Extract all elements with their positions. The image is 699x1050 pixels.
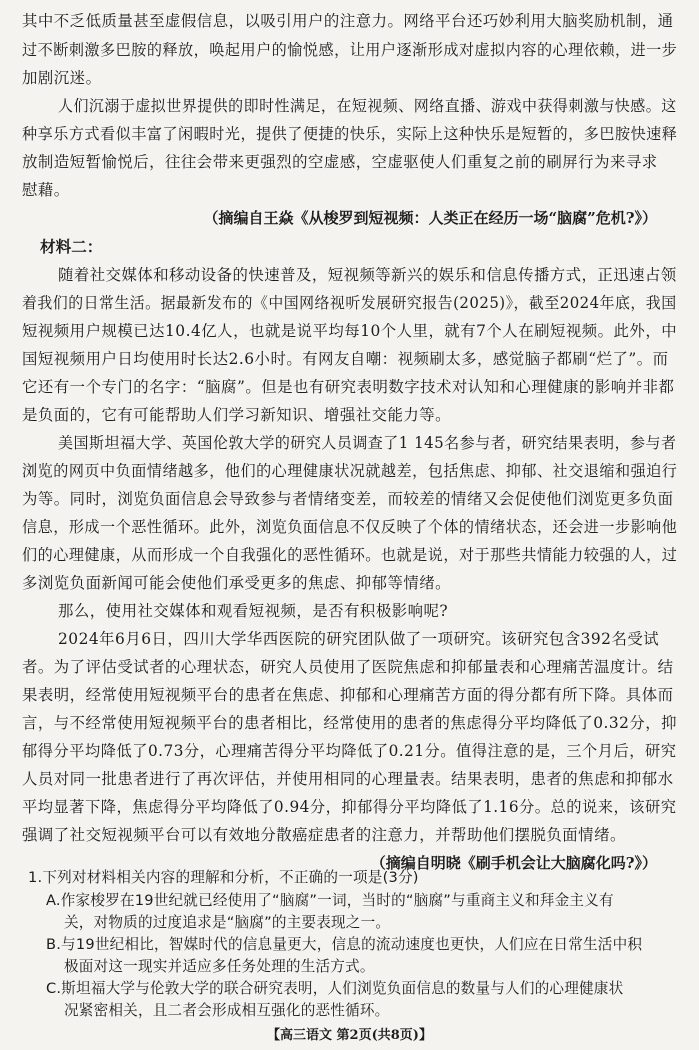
option-line: 况紧密相关，且二者会形成相互强化的恶性循环。 — [64, 1002, 390, 1019]
text-line: 放制造短暂愉悦后，往往会带来更强烈的空虚感，空虚驱使人们重复之前的刷屏行为来寻求 — [22, 153, 658, 171]
option-line: 关，对物质的过度追求是“脑腐”的主要表现之一。 — [64, 914, 391, 931]
option-line: 极面对这一现实并适应多任务处理的生活方式。 — [64, 958, 375, 975]
text-line: 者。为了评估受试者的心理状态，研究人员使用了医院焦虑和抑郁量表和心理痛苦温度计。结 — [22, 658, 674, 676]
text-line: 言，与不经常使用短视频平台的患者相比，经常使用的患者的焦虑得分平均降低了0.32分，抑 — [22, 714, 678, 732]
text-line: 2024年6月6日，四川大学华西医院的研究团队做了一项研究。该研究包含392名受试 — [58, 630, 660, 648]
text-line: 慰藉。 — [22, 181, 70, 199]
text-line: 强调了社交短视频平台可以有效地分散癌症患者的注意力，并帮助他们摆脱负面情绪。 — [22, 826, 626, 844]
text-line: 过不断刺激多巴胺的释放，唤起用户的愉悦感，让用户逐渐形成对虚拟内容的心理依赖，进一步 — [22, 41, 678, 59]
text-line: 们的心理健康，从而形成一个自我强化的恶性循环。也就是说，对于那些共情能力较强的人，过 — [22, 546, 678, 564]
text-line: 郁得分平均降低了0.73分，心理痛苦得分平均降低了0.21分。值得注意的是，三个月后，研究 — [22, 742, 677, 760]
text-line: 为等。同时，浏览负面信息会导致参与者情绪变差，而较差的情绪又会促使他们浏览更多负面 — [22, 490, 674, 508]
text-line: 它还有一个专门的名字：“脑腐”。但是也有研究表明数字技术对认知和心理健康的影响并非都 — [22, 378, 675, 396]
text-line: 随着社交媒体和移动设备的快速普及，短视频等新兴的娱乐和信息传播方式，正迅速占领 — [58, 266, 677, 284]
text-line: 其中不乏低质量甚至虚假信息，以吸引用户的注意力。网络平台还巧妙利用大脑奖励机制，通 — [22, 12, 674, 30]
text-line: 短视频用户规模已达10.4亿人，也就是说平均每10个人里，就有7个人在刷短视频。此外，中 — [22, 322, 678, 340]
text-line: 加剧沉迷。 — [22, 69, 102, 87]
option-line: A.作家梭罗在19世纪就已经使用了“脑腐”一词，当时的“脑腐”与重商主义和拜金主义有 — [46, 892, 614, 909]
option-line: B.与19世纪相比，智媒时代的信息量更大，信息的流动速度也更快，人们应在日常生活中积 — [46, 936, 643, 953]
text-line: 种享乐方式看似丰富了闲暇时光，提供了便捷的快乐，实际上这种快乐是短暂的，多巴胺快速释 — [22, 125, 678, 143]
source-citation-1: （摘编自王焱《从梭罗到短视频：人类正在经历一场“脑腐”危机?》） — [203, 209, 657, 227]
text-line: 人们沉溺于虚拟世界提供的即时性满足，在短视频、网络直播、游戏中获得刺激与快感。这 — [58, 97, 677, 115]
text-line: 人员对同一批患者进行了再次评估，并使用相同的心理量表。结果表明，患者的焦虑和抑郁水 — [22, 770, 674, 788]
text-line: 果表明，经常使用短视频平台的患者在焦虑、抑郁和心理痛苦方面的得分都有所下降。具体而 — [22, 686, 674, 704]
page-footer: 【高三语文 第2页(共8页)】 — [267, 1028, 432, 1043]
source-citation-2: （摘编自明晓《刷手机会让大脑腐化吗?》） — [370, 854, 657, 872]
option-line: C.斯坦福大学与伦敦大学的联合研究表明，人们浏览负面信息的数量与人们的心理健康状 — [46, 980, 624, 997]
text-line: 浏览的网页中负面情绪越多，他们的心理健康状况就越差，包括焦虑、抑郁、社交退缩和强迫行 — [22, 462, 678, 480]
text-line: 国短视频用户日均使用时长达2.6小时。有网友自嘲：视频刷太多，感觉脑子都刷“烂了”。而 — [22, 350, 669, 368]
text-line: 美国斯坦福大学、英国伦敦大学的研究人员调查了1 145名参与者，研究结果表明，参与者 — [58, 434, 677, 452]
text-line: 平均显著下降，焦虑得分平均降低了0.94分，抑郁得分平均降低了1.16分。总的说来，该研究 — [22, 798, 677, 816]
text-line: 信息，形成一个恶性循环。此外，浏览负面信息不仅反映了个体的情绪状态，还会进一步影响他 — [22, 518, 678, 536]
material-2-heading: 材料二： — [40, 237, 103, 256]
text-line: 着我们的日常生活。据最新发布的《中国网络视听发展研究报告(2025)》，截至2024年底，我国 — [22, 294, 677, 312]
question-stem: 1.下列对材料相关内容的理解和分析，不正确的一项是(3分) — [28, 869, 419, 886]
text-line: 是负面的，它有可能帮助人们学习新知识、增强社交能力等。 — [22, 406, 452, 424]
text-line: 多浏览负面新闻可能会使他们承受更多的焦虑、抑郁等情绪。 — [22, 574, 452, 592]
text-line: 那么，使用社交媒体和观看短视频，是否有积极影响呢? — [58, 602, 449, 620]
